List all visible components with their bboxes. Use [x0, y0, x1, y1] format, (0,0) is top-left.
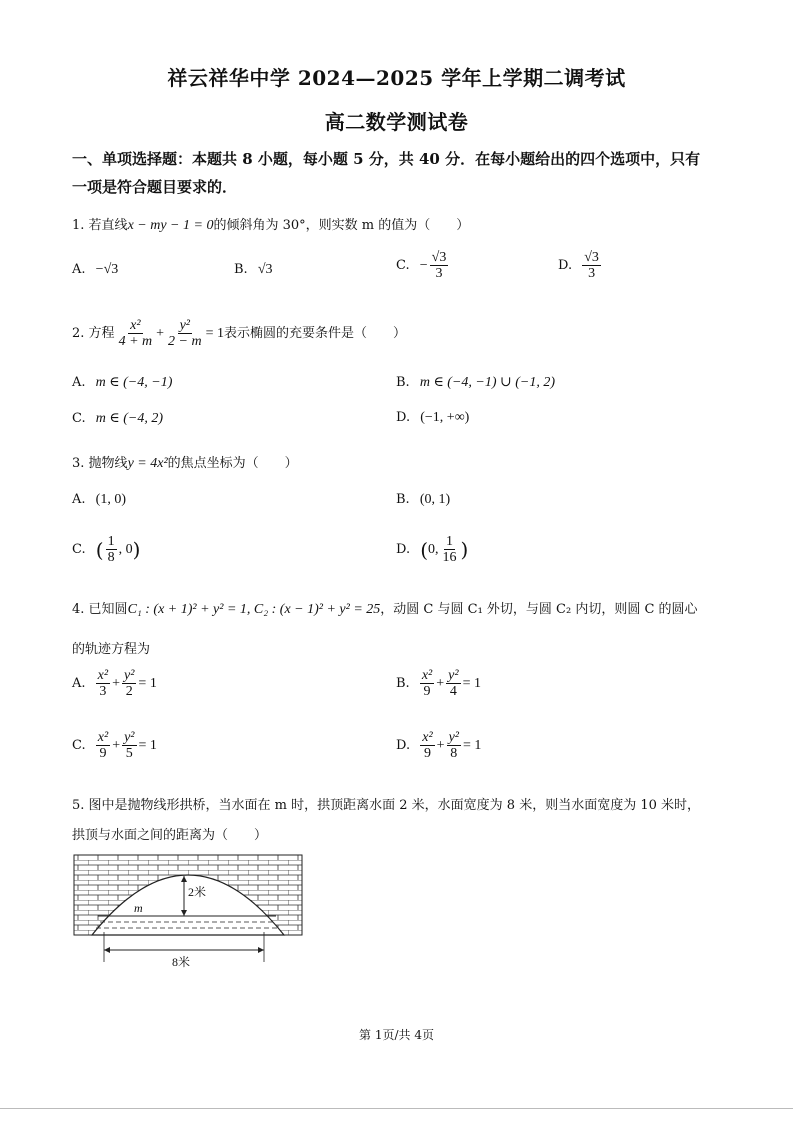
fraction-numerator: 1 [446, 534, 454, 549]
option-label: D. [558, 258, 573, 273]
question-text: 图中是抛物线形拱桥，当水面在 m 时，拱顶距离水面 2 米，水面宽度为 8 米，则当水面宽度为 10 米时， [88, 798, 701, 813]
option-label: C. [396, 258, 410, 273]
page-number: 第 1页/共 4页 [359, 1028, 434, 1042]
question-number: 2. [72, 326, 85, 341]
fraction-denominator: 3 [435, 266, 443, 281]
question-number: 4. [72, 602, 85, 617]
exam-subtitle: 高二数学测试卷 [324, 110, 469, 134]
fraction-y [447, 730, 461, 761]
arrow-left-icon [104, 947, 110, 953]
option-b[interactable] [396, 492, 450, 508]
option-value: m ∈ (−4, −1) ∪ (−1, 2) [419, 375, 556, 390]
fraction-denominator: 8 [107, 550, 115, 565]
width-label: 8米 [172, 955, 191, 969]
equals-one: = 1 [138, 738, 157, 753]
option-label: A. [72, 492, 86, 507]
fraction-y [122, 730, 136, 761]
fraction-denominator: 9 [423, 746, 431, 761]
question-4-line2: 的轨迹方程为 [72, 642, 151, 657]
arrow-right-icon [258, 947, 264, 953]
option-label: C. [72, 411, 86, 426]
option-b[interactable] [396, 374, 555, 391]
question-text: 的倾斜角为 30°，则实数 m 的值为（ ） [213, 218, 470, 233]
fraction-numerator: x² [130, 318, 141, 333]
plus-sign: + [436, 676, 445, 691]
fraction-denominator: 9 [423, 684, 431, 699]
fraction-numerator: y² [448, 730, 459, 745]
question-5 [72, 794, 700, 813]
fraction-x [96, 730, 110, 761]
plus-sign: + [436, 738, 445, 753]
option-fraction [582, 250, 601, 281]
option-label: B. [396, 676, 410, 691]
question-text: 方程 [88, 326, 115, 341]
parabola-equation: y = 4x² [127, 456, 168, 471]
circle-equations: C₁ : (x + 1)² + y² = 1, C₂ : (x − 1)² + y² = 25 [127, 602, 381, 617]
fraction-numerator: x² [421, 668, 433, 683]
fraction-x [420, 668, 434, 699]
fraction-denominator: 8 [450, 746, 458, 761]
fraction-x [420, 730, 434, 761]
option-label: D. [396, 738, 411, 753]
fraction-denominator: 16 [442, 550, 457, 565]
fraction-y [446, 668, 460, 699]
option-value: (−1, +∞) [420, 410, 470, 425]
equals-one: = 1 [462, 676, 481, 691]
fraction-x [96, 668, 110, 699]
option-value: m ∈ (−4, 2) [95, 411, 164, 426]
option-c[interactable] [396, 250, 450, 281]
fraction-numerator: x² [97, 668, 109, 683]
option-label: D. [396, 410, 411, 425]
question-text: 表示椭圆的充要条件是（ ） [224, 326, 407, 341]
fraction-numerator: x² [97, 730, 109, 745]
fraction-numerator: y² [179, 318, 191, 333]
option-value: m ∈ (−4, −1) [95, 375, 173, 390]
option-a[interactable] [72, 492, 126, 508]
fraction-numerator: √3 [584, 250, 599, 265]
option-label: C. [72, 738, 86, 753]
fraction-numerator: 1 [107, 534, 115, 549]
question-text: 抛物线 [88, 456, 128, 471]
option-c[interactable] [72, 534, 140, 565]
question-5-line2: 拱顶与水面之间的距离为（ ） [72, 828, 268, 843]
fraction-numerator: y² [124, 668, 135, 683]
option-fraction [106, 534, 117, 565]
option-value: −√3 [95, 262, 119, 277]
fraction-denominator: 2 [125, 684, 133, 699]
line-equation: x − my − 1 = 0 [127, 218, 214, 233]
fraction-numerator: y² [448, 668, 459, 683]
option-fraction [441, 534, 459, 565]
fraction-denominator: 2 − m [168, 334, 202, 349]
question-3 [72, 452, 298, 472]
option-sign: − [419, 258, 428, 273]
option-d[interactable] [396, 410, 469, 426]
option-b[interactable] [396, 668, 481, 699]
question-text: ，动圆 C 与圆 C₁ 外切，与圆 C₂ 内切，则圆 C 的圆心 [380, 602, 698, 617]
fraction-denominator: 5 [125, 746, 133, 761]
fraction-denominator: 4 + m [118, 334, 153, 349]
question-text: 已知圆 [88, 602, 128, 617]
option-label: B. [396, 375, 410, 390]
fraction-denominator: 3 [588, 266, 596, 281]
arch-bridge-figure [68, 850, 308, 970]
option-d[interactable] [396, 730, 481, 761]
option-d[interactable] [558, 250, 603, 281]
option-fraction [430, 250, 449, 281]
option-b[interactable] [234, 262, 273, 278]
question-number: 3. [72, 456, 85, 471]
fraction-numerator: y² [124, 730, 135, 745]
fraction-y [122, 668, 136, 699]
option-label: C. [72, 542, 86, 557]
option-c[interactable] [72, 410, 163, 427]
option-value: √3 [257, 262, 273, 277]
option-value: 0, [428, 542, 439, 557]
equation-fraction-x [117, 318, 155, 349]
fraction-denominator: 4 [449, 684, 457, 699]
plus-sign: + [156, 326, 165, 341]
question-4 [72, 598, 698, 618]
option-label: D. [396, 542, 411, 557]
equals-one: = 1 [462, 738, 482, 753]
option-label: A. [72, 262, 86, 277]
fraction-denominator: 9 [99, 746, 107, 761]
fraction-numerator: √3 [431, 250, 447, 265]
bottom-divider [0, 1108, 793, 1109]
left-paren: ( [420, 537, 429, 562]
m-label: m [134, 901, 143, 915]
plus-sign: + [112, 738, 121, 753]
option-label: B. [396, 492, 410, 507]
option-value: , 0 [118, 542, 133, 557]
question-text: 若直线 [88, 218, 128, 233]
exam-title: 祥云祥华中学 2024—2025 学年上学期二调考试 [167, 66, 626, 90]
question-number: 5. [72, 798, 85, 813]
option-label: B. [234, 262, 248, 277]
section-heading-line2: 一项是符合题目要求的． [72, 178, 238, 196]
equals-one: = 1 [138, 676, 157, 691]
equals-one: = 1 [205, 326, 224, 341]
question-1 [72, 214, 469, 234]
question-2 [72, 318, 406, 349]
option-a[interactable] [72, 374, 172, 391]
option-value: (0, 1) [419, 492, 451, 507]
option-label: A. [72, 676, 86, 691]
plus-sign: + [112, 676, 120, 691]
question-number: 1. [72, 218, 85, 233]
option-c[interactable] [72, 730, 157, 761]
option-d[interactable] [396, 534, 468, 565]
fraction-denominator: 3 [99, 684, 107, 699]
option-label: A. [72, 375, 86, 390]
option-value: (1, 0) [95, 492, 126, 507]
left-paren: ( [95, 537, 104, 562]
right-paren: ) [132, 537, 141, 562]
right-paren: ) [460, 537, 469, 562]
option-a[interactable] [72, 262, 118, 278]
section-heading-line1: 一、单项选择题：本题共 8 小题，每小题 5 分，共 40 分．在每小题给出的四个选项中，只有 [72, 150, 701, 168]
question-text: 的焦点坐标为（ ） [167, 456, 298, 471]
height-label: 2米 [188, 885, 207, 899]
equation-fraction-y [166, 318, 204, 349]
option-a[interactable] [72, 668, 157, 699]
fraction-numerator: x² [422, 730, 433, 745]
